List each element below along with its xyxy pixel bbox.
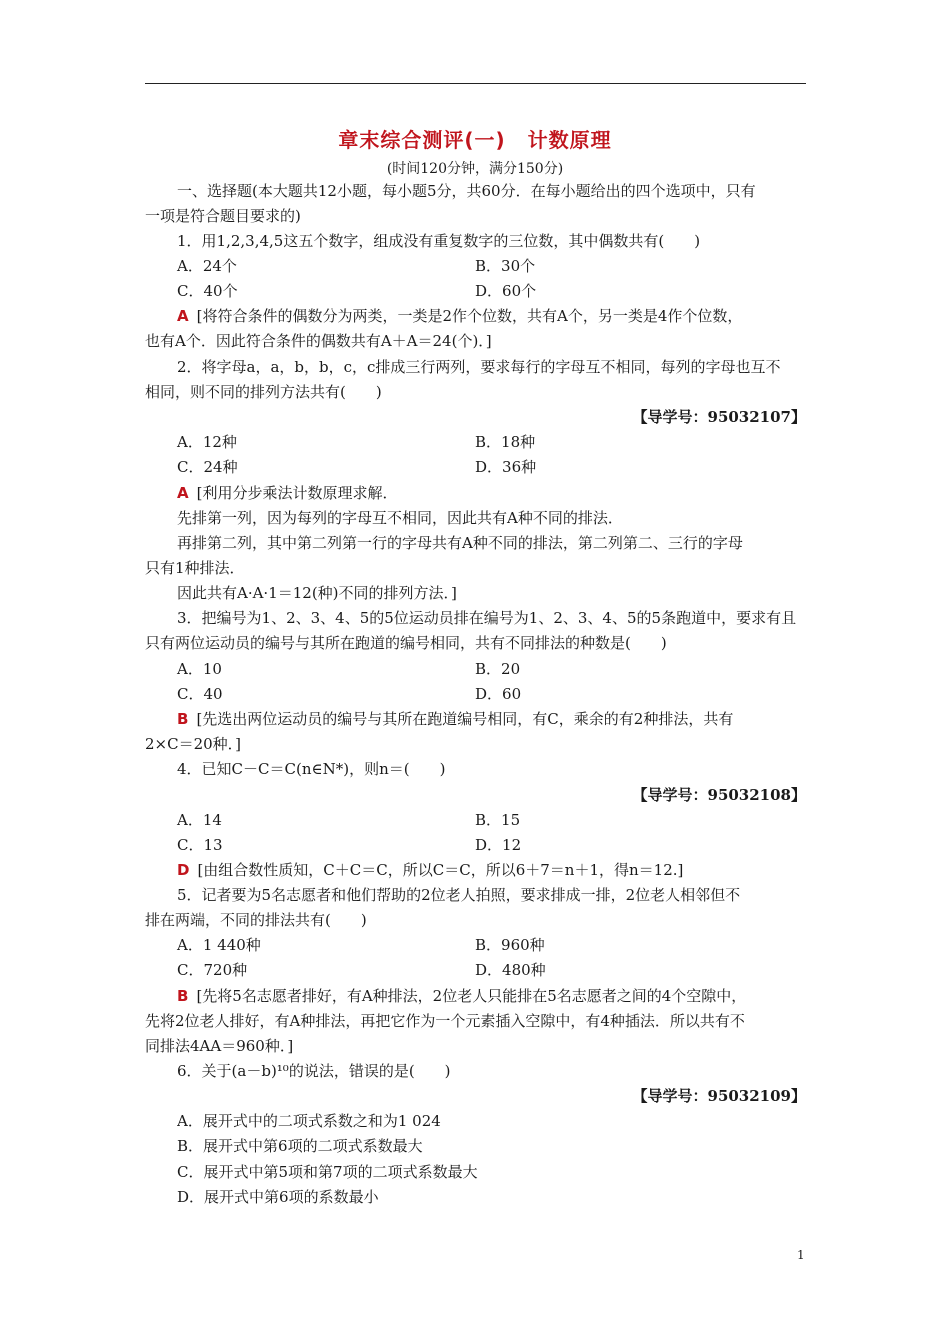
q2-stem-cont: 相同，则不同的排列方法共有( ) xyxy=(145,383,382,401)
q5-option-c: C．720种 xyxy=(177,961,248,979)
q1-solution-cont: 也有A个．因此符合条件的偶数共有A＋A＝24(个)．] xyxy=(145,332,492,350)
q2-option-b: B．18种 xyxy=(475,433,536,451)
q6-option-b: B．展开式中第6项的二项式系数最大 xyxy=(177,1137,423,1155)
q5-option-b: B．960种 xyxy=(475,936,545,954)
q6-option-d: D．展开式中第6项的系数最小 xyxy=(177,1188,379,1206)
q1-stem: 1．用1,2,3,4,5这五个数字，组成没有重复数字的三位数，其中偶数共有( ) xyxy=(177,232,701,250)
q2-ref-number: 【导学号：95032107】 xyxy=(632,408,806,426)
q2-stem: 2．将字母a，a，b，b，c，c排成三行两列，要求每行的字母互不相同，每列的字母也互不 xyxy=(177,358,781,376)
q1-option-b: B．30个 xyxy=(475,257,536,275)
q4-option-d: D．12 xyxy=(475,836,522,854)
q2-solution xyxy=(177,482,806,504)
page-number: 1 xyxy=(797,1248,805,1262)
title-main: 章末综合测评(一) xyxy=(338,128,506,152)
q3-option-c: C．40 xyxy=(177,685,223,703)
q4-solution-text: [由组合数性质知，C＋C＝C，所以C＝C，所以6＋7＝n＋1，得n＝12.] xyxy=(197,861,684,879)
q5-solution-text: [先将5名志愿者排好，有A种排法，2位老人只能排在5名志愿者之间的4个空隙中， xyxy=(196,987,747,1005)
q5-solution-line3: 同排法4AA＝960种．] xyxy=(145,1037,294,1055)
q5-solution-line2: 先将2位老人排好，有A种排法，再把它作为一个元素插入空隙中，有4种插法．所以共有不 xyxy=(145,1012,745,1030)
q3-option-d: D．60 xyxy=(475,685,522,703)
q6-option-c: C．展开式中第5项和第7项的二项式系数最大 xyxy=(177,1163,478,1181)
title-sub: 计数原理 xyxy=(527,128,612,152)
q2-solution-line5: 因此共有A·A·1＝12(种)不同的排列方法．] xyxy=(177,584,457,602)
q3-option-b: B．20 xyxy=(475,660,521,678)
q2-option-a: A．12种 xyxy=(177,433,237,451)
q6-ref-number: 【导学号：95032109】 xyxy=(632,1087,806,1105)
q3-stem: 3．把编号为1、2、3、4、5的5位运动员排在编号为1、2、3、4、5的5条跑道中，要求有且 xyxy=(177,609,797,627)
page-subtitle: (时间120分钟，满分150分) xyxy=(386,161,564,177)
q4-option-b: B．15 xyxy=(475,811,521,829)
q6-stem: 6．关于(a－b)¹⁰的说法，错误的是( ) xyxy=(177,1062,451,1080)
q2-solution-text: [利用分步乘法计数原理求解． xyxy=(196,484,398,502)
q1-option-c: C．40个 xyxy=(177,282,238,300)
q3-solution xyxy=(177,708,806,730)
q1-solution-text: [将符合条件的偶数分为两类，一类是2作个位数，共有A个，另一类是4作个位数， xyxy=(196,307,743,325)
q1-solution xyxy=(177,305,806,327)
section-intro: 一、选择题(本大题共12小题，每小题5分，共60分．在每小题给出的四个选项中，只有 xyxy=(177,182,756,200)
page-title xyxy=(0,124,950,153)
q6-option-a: A．展开式中的二项式系数之和为1 024 xyxy=(177,1112,441,1130)
q1-option-d: D．60个 xyxy=(475,282,537,300)
q4-option-a: A．14 xyxy=(177,811,222,829)
q2-solution-line2: 先排第一列，因为每列的字母互不相同，因此共有A种不同的排法． xyxy=(177,509,623,527)
section-intro-cont: 一项是符合题目要求的) xyxy=(145,207,301,225)
q4-stem: 4．已知C－C＝C(n∈N*)，则n＝( ) xyxy=(177,760,446,778)
q2-option-d: D．36种 xyxy=(475,458,537,476)
q2-option-c: C．24种 xyxy=(177,458,238,476)
q5-option-a: A．1 440种 xyxy=(177,936,261,954)
q3-answer: B xyxy=(177,710,189,728)
q3-solution-cont: 2×C＝20种．] xyxy=(145,735,242,753)
q1-option-a: A．24个 xyxy=(177,257,237,275)
q2-solution-line4: 只有1种排法． xyxy=(145,559,245,577)
q5-option-d: D．480种 xyxy=(475,961,546,979)
header-rule xyxy=(145,83,806,84)
q5-stem: 5．记者要为5名志愿者和他们帮助的2位老人拍照，要求排成一排，2位老人相邻但不 xyxy=(177,886,741,904)
q1-answer: A xyxy=(177,307,189,325)
q5-stem-cont: 排在两端，不同的排法共有( ) xyxy=(145,911,367,929)
q4-option-c: C．13 xyxy=(177,836,223,854)
q4-solution xyxy=(177,859,806,881)
q5-answer: B xyxy=(177,987,189,1005)
q2-solution-line3: 再排第二列，其中第二列第一行的字母共有A种不同的排法，第二列第二、三行的字母 xyxy=(177,534,743,552)
q4-answer: D xyxy=(177,861,190,879)
q3-stem-cont: 只有两位运动员的编号与其所在跑道的编号相同，共有不同排法的种数是( ) xyxy=(145,634,667,652)
q3-solution-text: [先选出两位运动员的编号与其所在跑道编号相同，有C，乘余的有2种排法，共有 xyxy=(196,710,734,728)
q4-ref-number: 【导学号：95032108】 xyxy=(632,786,806,804)
q5-solution xyxy=(177,985,806,1007)
q2-answer: A xyxy=(177,484,189,502)
q3-option-a: A．10 xyxy=(177,660,222,678)
